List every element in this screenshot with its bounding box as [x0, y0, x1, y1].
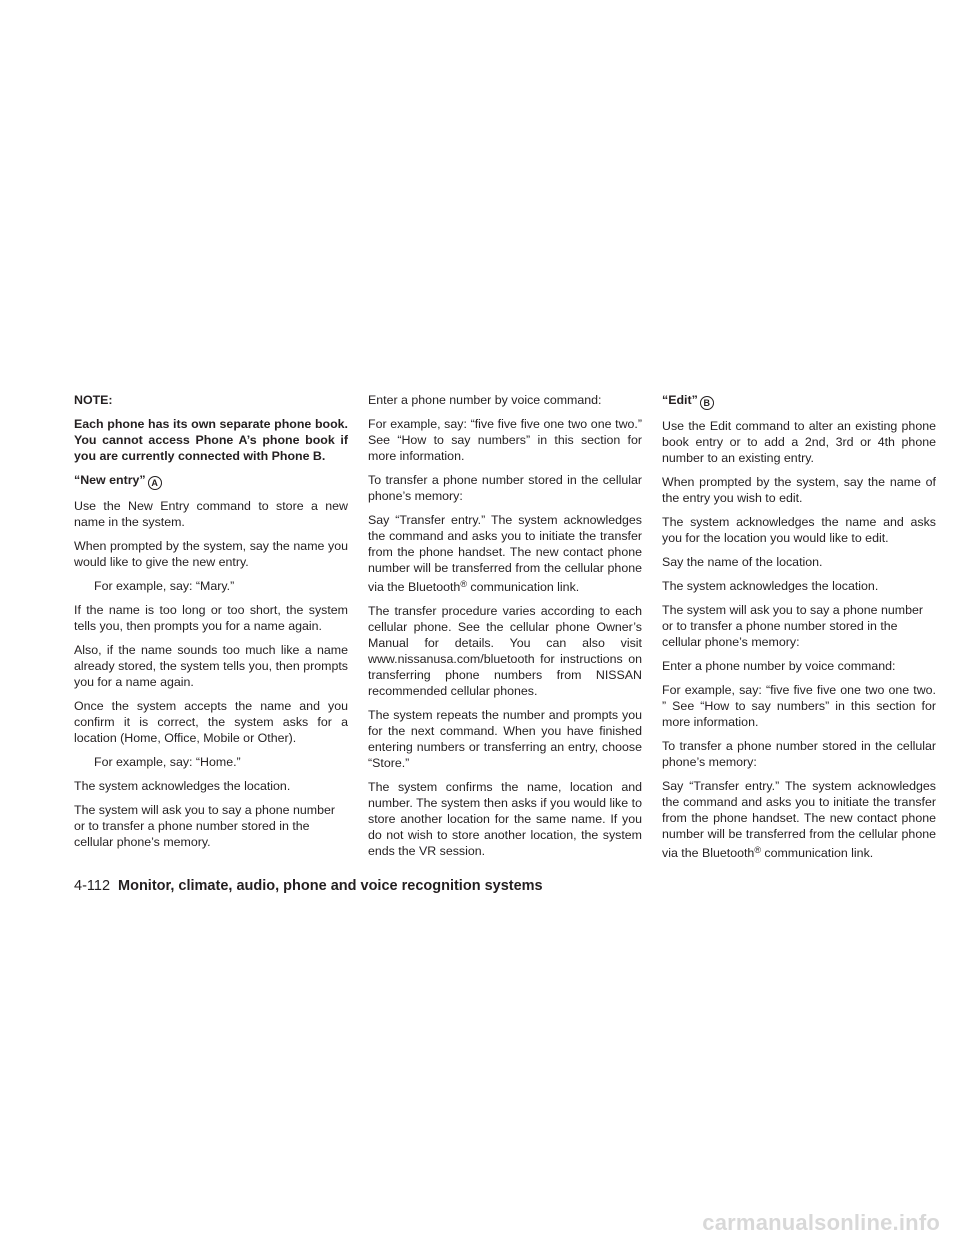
paragraph: If the name is too long or too short, the system tells you, then prompts you for a name again. — [74, 603, 348, 633]
paragraph: The system confirms the name, location and number. The system then asks if you would like to store another location for the same name. If you do not wish to store another location, the system ends the VR session. — [368, 780, 642, 858]
paragraph: For example, say: “five five five one two one two. ” See “How to say numbers” in this section for more information. — [662, 683, 936, 729]
paragraph: The system repeats the number and prompts you for the next command. When you have finished entering numbers or transferring an entry, choose “Store.” — [368, 708, 642, 770]
column-left — [74, 392, 348, 858]
paragraph-text: Say “Transfer entry.” The system acknowledges the command and asks you to initiate the transfer from the phone handset. The new contact phone number will be transferred from the cellular phone via the Bluetooth — [662, 779, 936, 860]
callout-a-badge: A — [148, 476, 162, 490]
transfer-paragraph — [368, 512, 642, 595]
note-label: NOTE: — [74, 393, 113, 407]
registered-mark: ® — [754, 845, 761, 855]
transfer-paragraph — [662, 778, 936, 861]
column-middle — [368, 392, 642, 867]
paragraph: Once the system accepts the name and you confirm it is correct, the system asks for a location (Home, Office, Mobile or Other). — [74, 699, 348, 745]
page-number: 4-112 — [74, 878, 111, 894]
watermark: carmanualsonline.info — [702, 1210, 940, 1235]
page-footer — [74, 876, 543, 896]
paragraph: For example, say: “five five five one two one two.” See “How to say numbers” in this section for more information. — [368, 417, 642, 463]
paragraph: The transfer procedure varies according to each cellular phone. See the cellular phone Owner’s Manual for details. You can also visit www.nissanusa.com/bluetooth for instructions on transferring phone numbers from NISSAN recommended cellular phones. — [368, 604, 642, 698]
paragraph-text: communication link. — [760, 846, 874, 860]
note-text: Each phone has its own separate phone book. You cannot access Phone A’s phone book if you are currently connected with Phone B. — [74, 417, 348, 463]
paragraph: The system acknowledges the name and asks you for the location you would like to edit. — [662, 515, 936, 545]
paragraph: The system acknowledges the location. — [74, 779, 291, 793]
paragraph: Use the Edit command to alter an existing phone book entry or to add a 2nd, 3rd or 4th phone number to an existing entry. — [662, 419, 936, 465]
paragraph: The system will ask you to say a phone number or to transfer a phone number stored in the cellular phone’s memory. — [74, 803, 336, 849]
paragraph-text: Say “Transfer entry.” The system acknowledges the command and asks you to initiate the transfer from the phone handset. The new contact phone number will be transferred from the cellular phone via the Bluetooth — [368, 513, 642, 594]
paragraph-text: communication link. — [466, 580, 580, 594]
paragraph: Use the New Entry command to store a new name in the system. — [74, 499, 348, 529]
paragraph: Say the name of the location. — [662, 555, 823, 569]
paragraph: To transfer a phone number stored in the cellular phone’s memory: — [368, 473, 642, 503]
paragraph: To transfer a phone number stored in the cellular phone’s memory: — [662, 739, 936, 769]
paragraph: When prompted by the system, say the name of the entry you wish to edit. — [662, 475, 936, 505]
column-right — [662, 392, 936, 869]
paragraph: The system acknowledges the location. — [662, 579, 879, 593]
edit-heading-text: “Edit” — [662, 393, 698, 407]
example-text: For example, say: “Mary.” — [94, 579, 235, 593]
paragraph: When prompted by the system, say the name you would like to give the new entry. — [74, 539, 348, 569]
section-title: Monitor, climate, audio, phone and voice recognition systems — [118, 878, 543, 894]
paragraph: Enter a phone number by voice command: — [662, 659, 896, 673]
paragraph: The system will ask you to say a phone number or to transfer a phone number stored in the cellular phone’s memory: — [662, 603, 924, 649]
registered-mark: ® — [460, 579, 467, 589]
paragraph: Enter a phone number by voice command: — [368, 393, 602, 407]
paragraph: Also, if the name sounds too much like a name already stored, the system tells you, then prompts you for a name again. — [74, 643, 348, 689]
new-entry-heading-text: “New entry” — [74, 473, 146, 487]
example-text: For example, say: “Home.” — [94, 755, 241, 769]
new-entry-heading — [74, 472, 348, 490]
callout-b-badge: B — [700, 396, 714, 410]
edit-heading — [662, 392, 936, 410]
